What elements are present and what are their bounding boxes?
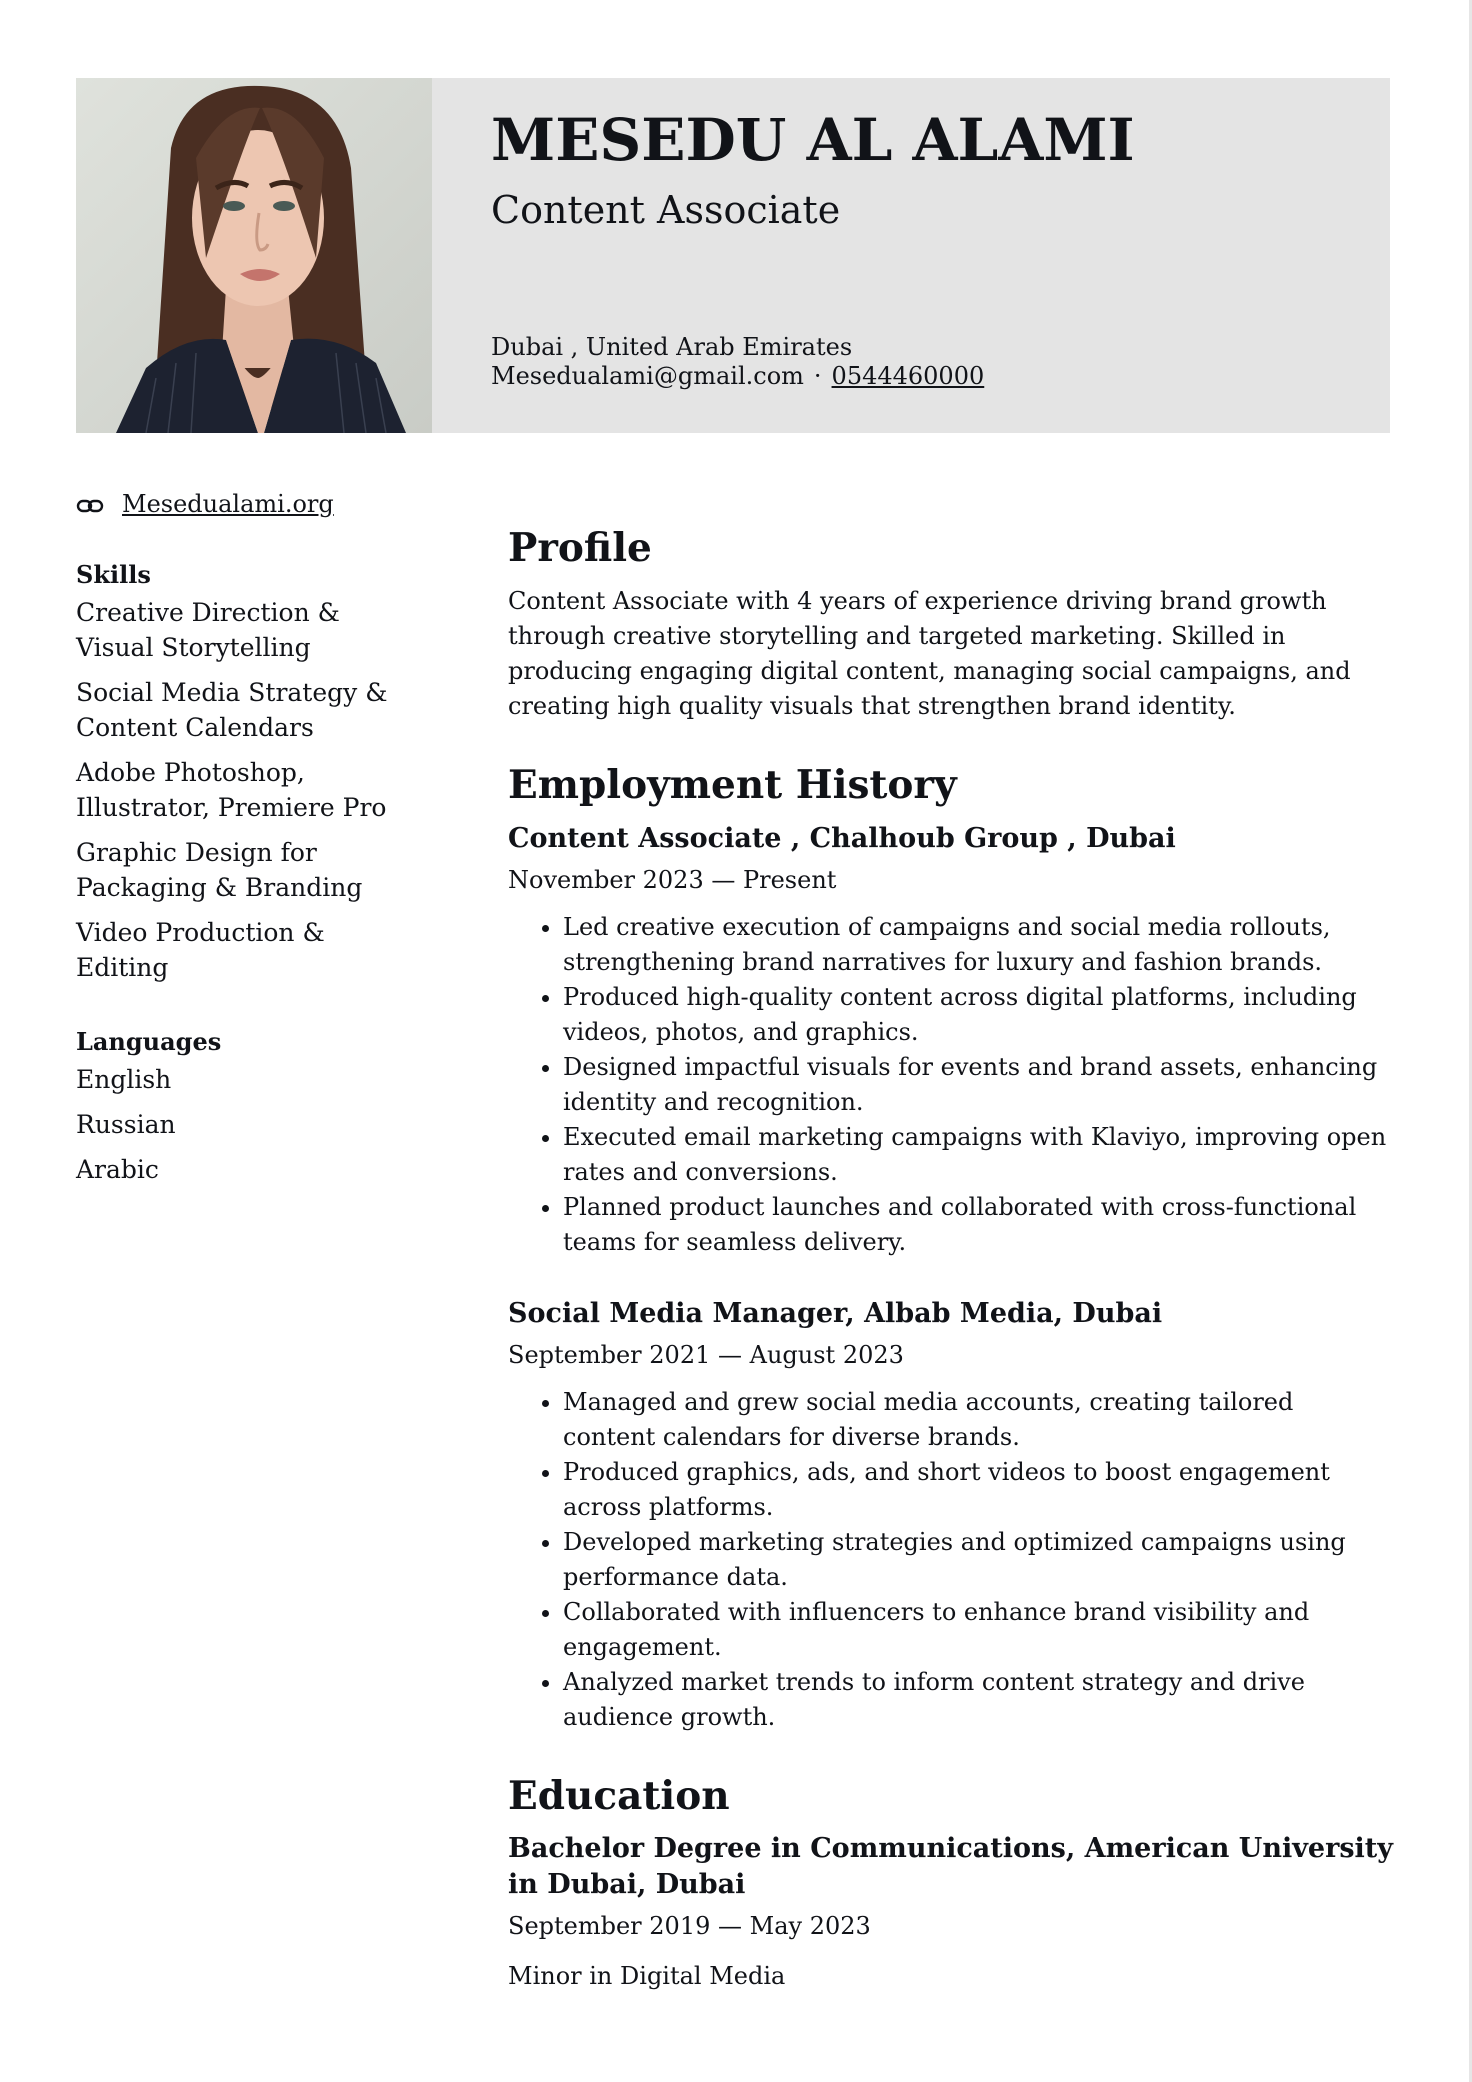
job-bullet: • Analyzed market trends to inform content strategy and drive audience growth. [563, 1665, 1393, 1735]
skill-item: Creative Direction & Visual Storytelling [76, 598, 340, 662]
education-note: Minor in Digital Media [508, 1962, 786, 1991]
profile-photo [76, 78, 432, 433]
job-entry [508, 821, 1393, 1260]
job-bullet: • Produced high-quality content across digital platforms, including videos, photos, and graphics. [563, 980, 1393, 1050]
language-item: English [76, 1065, 172, 1094]
main-content [508, 525, 1393, 1994]
candidate-job-title: Content Associate [491, 188, 841, 232]
employment-section [508, 762, 1393, 1735]
language-item: Russian [76, 1110, 176, 1139]
skills-heading: Skills [76, 560, 151, 589]
phone-link[interactable]: 0544460000 [831, 362, 985, 390]
contact-separator: · [813, 362, 822, 390]
contact-line [491, 362, 984, 390]
education-section [508, 1773, 1393, 1995]
job-bullet: • Developed marketing strategies and optimized campaigns using performance data. [563, 1525, 1393, 1595]
language-item: Arabic [76, 1155, 159, 1184]
website-link[interactable]: Mesedualami.org [122, 490, 334, 518]
profile-section [508, 525, 1393, 724]
skill-item: Adobe Photoshop, Illustrator, Premiere Pro [76, 758, 387, 822]
job-bullet: • Produced graphics, ads, and short videos to boost engagement across platforms. [563, 1455, 1393, 1525]
skill-item: Social Media Strategy & Content Calendars [76, 678, 388, 742]
languages-list [76, 1062, 396, 1187]
profile-heading: Profile [508, 525, 652, 571]
job-title: Content Associate , Chalhoub Group , Dubai [508, 822, 1176, 854]
education-heading: Education [508, 1772, 730, 1819]
profile-summary: Content Associate with 4 years of experience driving brand growth through creative storytelling and targeted marketing. Skilled in producing engaging digital content, managing social campaigns, and creating high quality visuals that strengthen brand identity. [508, 586, 1351, 720]
degree-title: Bachelor Degree in Communications, American University in Dubai, Dubai [508, 1833, 1393, 1901]
job-bullet: • Collaborated with influencers to enhance brand visibility and engagement. [563, 1595, 1393, 1665]
skill-item: Graphic Design for Packaging & Branding [76, 838, 363, 902]
job-entry [508, 1296, 1393, 1735]
email-address[interactable]: Mesedualami@gmail.com [491, 362, 804, 390]
sidebar [76, 490, 396, 1197]
skills-list [76, 595, 396, 985]
employment-heading: Employment History [508, 761, 957, 808]
job-bullet: • Led creative execution of campaigns and social media rollouts, strengthening brand narratives for luxury and fashion brands. [563, 910, 1393, 980]
job-dates: September 2021 — August 2023 [508, 1340, 904, 1369]
candidate-location: Dubai , United Arab Emirates [491, 333, 853, 361]
job-title: Social Media Manager, Albab Media, Dubai [508, 1297, 1163, 1329]
education-dates: September 2019 — May 2023 [508, 1912, 871, 1941]
skill-item: Video Production & Editing [76, 918, 325, 982]
job-bullets [508, 910, 1393, 1260]
job-bullets [508, 1385, 1393, 1735]
candidate-name: MESEDU AL ALAMI [491, 106, 1135, 174]
languages-heading: Languages [76, 1027, 222, 1056]
job-bullet: • Managed and grew social media accounts, creating tailored content calendars for diverse brands. [563, 1385, 1393, 1455]
job-dates: November 2023 — Present [508, 865, 837, 894]
resume-header [76, 78, 1390, 433]
job-bullet: • Planned product launches and collaborated with cross-functional teams for seamless delivery. [563, 1190, 1393, 1260]
job-bullet: • Designed impactful visuals for events and brand assets, enhancing identity and recognition. [563, 1050, 1393, 1120]
link-icon [76, 494, 104, 514]
website-row [76, 490, 396, 518]
job-bullet: • Executed email marketing campaigns with Klaviyo, improving open rates and conversions. [563, 1120, 1393, 1190]
